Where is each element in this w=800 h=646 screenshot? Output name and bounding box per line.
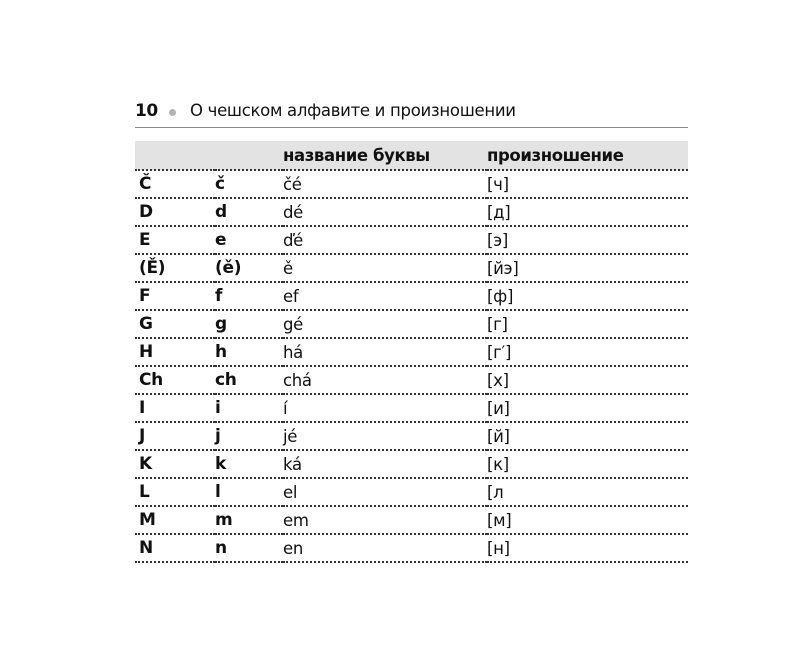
letter-name: čé — [283, 170, 487, 198]
letter-name: en — [283, 534, 487, 562]
table-row — [135, 394, 688, 422]
table-row — [135, 170, 688, 198]
uppercase-letter: G — [135, 310, 215, 338]
letter-name: jé — [283, 422, 487, 450]
table-row — [135, 254, 688, 282]
lowercase-letter: i — [215, 394, 283, 422]
letter-name: em — [283, 506, 487, 534]
lowercase-letter: e — [215, 226, 283, 254]
header-row — [135, 141, 688, 170]
pronunciation: [г′] — [487, 338, 688, 366]
letter-name: ě — [283, 254, 487, 282]
pronunciation: [к] — [487, 450, 688, 478]
pronunciation: [й] — [487, 422, 688, 450]
pronunciation: [л — [487, 478, 688, 506]
table-row — [135, 366, 688, 394]
pronunciation: [ф] — [487, 282, 688, 310]
lowercase-letter: h — [215, 338, 283, 366]
table-row — [135, 226, 688, 254]
uppercase-letter: E — [135, 226, 215, 254]
letter-name: ká — [283, 450, 487, 478]
uppercase-letter: J — [135, 422, 215, 450]
page-number: 10 — [135, 101, 158, 121]
uppercase-letter: K — [135, 450, 215, 478]
circle-bullet-icon — [169, 109, 176, 116]
table-header — [135, 141, 688, 170]
letter-name: ďé — [283, 226, 487, 254]
lowercase-letter: k — [215, 450, 283, 478]
header-letter-name: название буквы — [283, 141, 487, 170]
pronunciation: [м] — [487, 506, 688, 534]
letter-name: chá — [283, 366, 487, 394]
uppercase-letter: N — [135, 534, 215, 562]
table-row — [135, 534, 688, 562]
table-row — [135, 198, 688, 226]
uppercase-letter: Ch — [135, 366, 215, 394]
table-row — [135, 338, 688, 366]
letter-name: í — [283, 394, 487, 422]
uppercase-letter: H — [135, 338, 215, 366]
lowercase-letter: ch — [215, 366, 283, 394]
uppercase-letter: L — [135, 478, 215, 506]
lowercase-letter: l — [215, 478, 283, 506]
header-lowercase — [215, 141, 283, 170]
table-row — [135, 478, 688, 506]
table-body — [135, 170, 688, 562]
header-pronunciation: произношение — [487, 141, 688, 170]
lowercase-letter: m — [215, 506, 283, 534]
pronunciation: [ч] — [487, 170, 688, 198]
pronunciation: [йэ] — [487, 254, 688, 282]
letter-name: el — [283, 478, 487, 506]
lowercase-letter: (ě) — [215, 254, 283, 282]
letter-name: há — [283, 338, 487, 366]
table-row — [135, 422, 688, 450]
letter-name: gé — [283, 310, 487, 338]
pronunciation: [д] — [487, 198, 688, 226]
chapter-title: О чешском алфавите и произношении — [190, 101, 516, 120]
lowercase-letter: f — [215, 282, 283, 310]
lowercase-letter: j — [215, 422, 283, 450]
uppercase-letter: M — [135, 506, 215, 534]
pronunciation: [г] — [487, 310, 688, 338]
uppercase-letter: I — [135, 394, 215, 422]
uppercase-letter: F — [135, 282, 215, 310]
pronunciation: [н] — [487, 534, 688, 562]
table-row — [135, 450, 688, 478]
alphabet-table — [135, 141, 688, 563]
uppercase-letter: D — [135, 198, 215, 226]
uppercase-letter: (Ě) — [135, 254, 215, 282]
header-uppercase — [135, 141, 215, 170]
lowercase-letter: g — [215, 310, 283, 338]
pronunciation: [х] — [487, 366, 688, 394]
table-row — [135, 310, 688, 338]
lowercase-letter: n — [215, 534, 283, 562]
lowercase-letter: d — [215, 198, 283, 226]
table-row — [135, 506, 688, 534]
pronunciation: [э] — [487, 226, 688, 254]
lowercase-letter: č — [215, 170, 283, 198]
pronunciation: [и] — [487, 394, 688, 422]
letter-name: ef — [283, 282, 487, 310]
letter-name: dé — [283, 198, 487, 226]
table-row — [135, 282, 688, 310]
page-header — [135, 98, 688, 128]
uppercase-letter: Č — [135, 170, 215, 198]
